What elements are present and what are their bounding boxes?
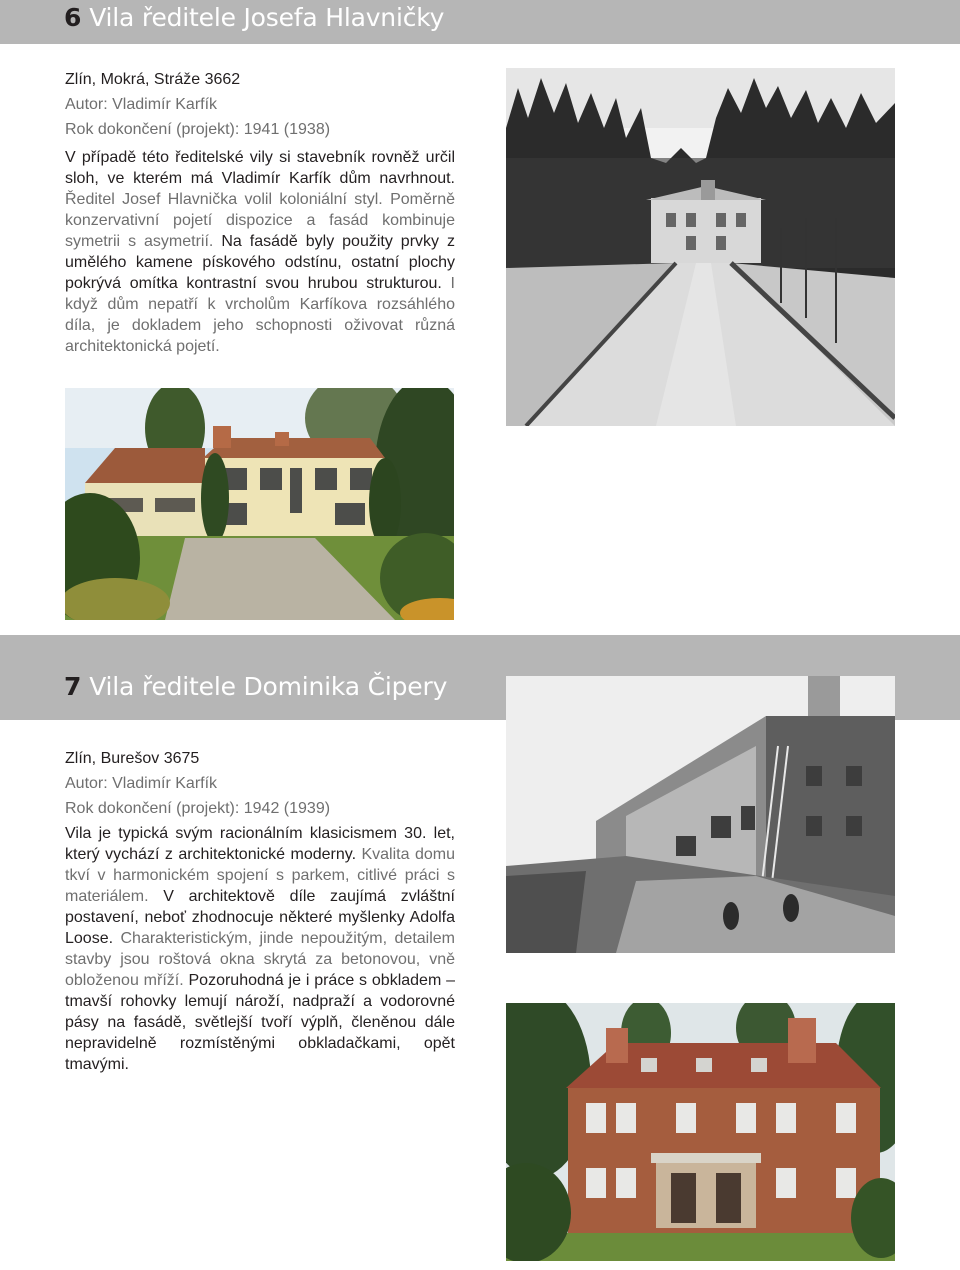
description-part: Kvalita domu tkví v harmonickém spojení s parkem, citlivé práci s materiálem. [65, 846, 455, 905]
historic-photo-villa-6 [506, 68, 895, 426]
section-title-6 [64, 3, 444, 32]
description-7 [65, 823, 455, 1075]
description-part: V architektově díle zaujímá zvláštní postavení, neboť zhodnocuje některé myšlenky Adolfa Loose. [65, 888, 455, 947]
address: Zlín, Burešov 3675 [65, 750, 200, 767]
historic-photo-construction-7 [506, 676, 895, 953]
building-info-6 [65, 69, 455, 144]
color-photo-villa-7 [506, 1003, 895, 1261]
section-number: 7 [64, 672, 82, 701]
description-part: Na fasádě byly použity prvky z umělého kamene pískového odstínu, ostatní plochy pokrývá omítka kontrastní svou hrubou strukturou. [65, 233, 455, 292]
description-part: Vila je typická svým racionálním klasicismem 30. let, který vychází z architektonické moderny. [65, 825, 455, 863]
section-header-band-6 [0, 0, 960, 44]
section-title-text: Vila ředitele Dominika Čipery [89, 672, 448, 701]
description-6 [65, 147, 455, 357]
description-part: Charakteristickým, jinde nepoužitým, detailem stavby jsou roštová okna skrytá za betonovou, vně obloženou mříží. [65, 930, 455, 989]
address: Zlín, Mokrá, Stráže 3662 [65, 71, 241, 88]
completion-year: Rok dokončení (projekt): 1942 (1939) [65, 800, 331, 817]
completion-year: Rok dokončení (projekt): 1941 (1938) [65, 121, 331, 138]
section-title-text: Vila ředitele Josefa Hlavničky [89, 3, 445, 32]
author: Autor: Vladimír Karfík [65, 96, 218, 113]
section-title-7 [64, 672, 447, 701]
author: Autor: Vladimír Karfík [65, 775, 218, 792]
building-info-7 [65, 748, 455, 823]
section-number: 6 [64, 3, 82, 32]
color-photo-villa-6 [65, 388, 454, 620]
description-part: Pozoruhodná je i práce s obkladem – tmavší rohovky lemují nároží, nadpraží a vodorovné pásy na fasádě, světlejší tvoří výplň, členěnou dále nepravidelně rozmístěnými obkladačkami, opět tmavými. [65, 972, 456, 1073]
description-part: I když dům nepatří k vrcholům Karfíkova rozsáhlého díla, je dokladem jeho schopnosti oživovat různá architektonická pojetí. [65, 275, 455, 355]
description-part: V případě této ředitelské vily si stavebník rovněž určil sloh, ve kterém má Vladimír Karfík dům navrhnout. [65, 149, 455, 187]
description-part: Ředitel Josef Hlavnička volil koloniální styl. Poměrně konzervativní pojetí dispozice a fasád kombinuje symetrii s asymetrií. [65, 191, 455, 250]
